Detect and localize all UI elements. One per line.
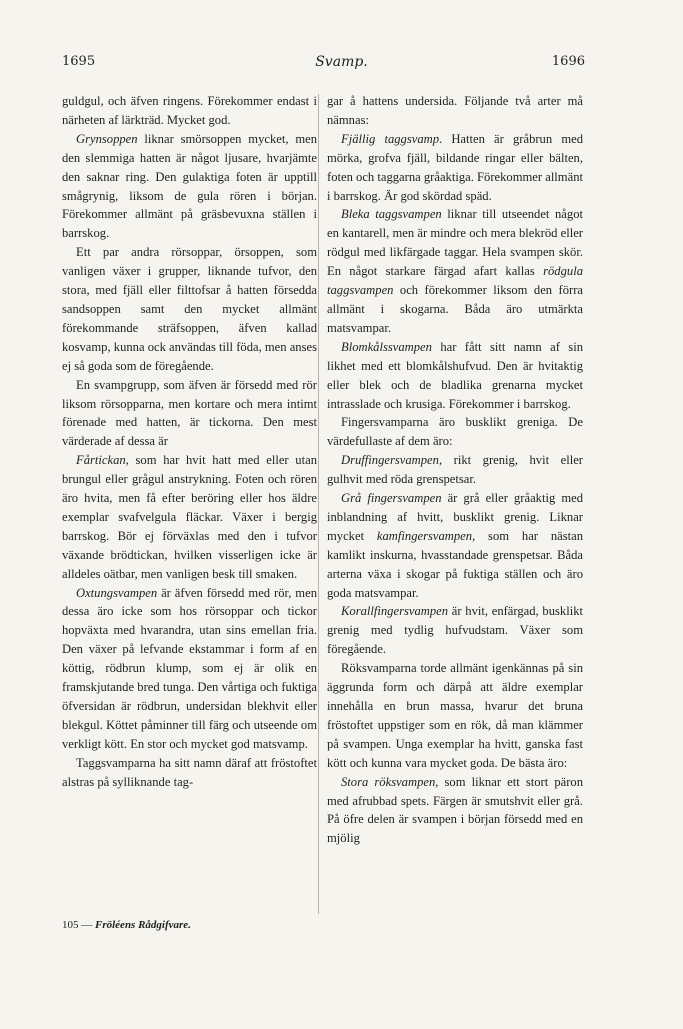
paragraph-text: Fingersvamparna äro busklikt greniga. De värdefullaste af dem äro:: [327, 415, 583, 449]
paragraph: [327, 659, 583, 772]
species-name: Korallfingersvampen: [341, 604, 449, 619]
paragraph-text: liknar smörsoppen mycket, men den slemmiga hatten är något ljusare, hvarjämte den saknar ring. Den gulaktiga foten är upptill smågrynig, liksom de gula rören i början. Förekommer allmänt på gräsbevuxna ställen i barrskog.: [62, 131, 317, 241]
paragraph: [62, 376, 317, 452]
right-column: [327, 92, 583, 848]
paragraph-text: , rikt grenig, hvit eller gulhvit med röda grenspetsar.: [327, 453, 583, 487]
paragraph-text: liknar till utseendet något en kantarell, men är mindre och mera blekröd eller rödgul med likfärgade taggar. Hela svampen skör. En något starkare färgad afart kallas: [327, 207, 583, 279]
left-page-number: 1695: [62, 54, 96, 69]
paragraph-text: är äfven försedd med rör, men dessa äro icke som hos rörsoppar och tickor hopväxta med hvarandra, utan sins emellan fria. Den växer på lefvande ekstammar i form af en köttig, rödbrun klump, som ej är olik en framskjutande bred tunga. Den vårtiga och fuktiga öfversidan är rödbrun, undersidan blekhvit eller blekgul. Köttet påminner till färg och utseende om verkligt kött. En stor och mycket god matsvamp.: [62, 585, 317, 751]
species-name: Bleka taggsvampen: [341, 207, 442, 222]
paragraph: [327, 773, 583, 849]
paragraph: [62, 754, 317, 792]
species-name: Fårtickan: [76, 453, 126, 468]
left-column: [62, 92, 317, 792]
species-name: Oxtungsvampen: [76, 585, 158, 600]
species-name: Blomkålssvampen: [341, 339, 432, 354]
paragraph: [327, 205, 583, 337]
paragraph-text: gar å hattens undersida. Följande två arter må nämnas:: [327, 94, 583, 127]
paragraph-text: har fått sitt namn af sin likhet med ett blomkålshufvud. Den är hvitaktig eller blek och de bladlika grenarna mycket intrasslade och krusiga. Förekommer i barrskog.: [327, 339, 583, 411]
species-name: Grå fingersvampen: [341, 491, 442, 506]
paragraph-text: Taggsvamparna ha sitt namn däraf att fröstoftet alstras på sylliknande tag-: [62, 755, 317, 789]
page-footer: [62, 919, 191, 931]
footer-number: 105 —: [62, 919, 95, 931]
species-name: Grynsoppen: [76, 131, 138, 146]
paragraph-text: . Hatten är gråbrun med mörka, grofva fjäll, bildande ringar eller bälten, foten och taggarna gråaktiga. Förekommer allmänt i barrskog. Är god skördad späd.: [327, 131, 583, 203]
column-divider: [318, 94, 319, 914]
paragraph-text: och förekommer liksom den förra allmänt i skogarna. Båda äro utmärkta matsvampar.: [327, 283, 583, 335]
paragraph-text: , som har hvit hatt med eller utan brungul eller grågul anstrykning. Foten och rören äro hvita, men få efter beröring eller hos äldre exemplar svafvelgula fläckar. Växer i bergig barrskog. Bör ej förväxlas med den i tufvor växande brödtickan, hvilken visserligen icke är alldeles oätbar, men vanligen besk till smaken.: [62, 453, 317, 581]
paragraph-text: guldgul, och äfven ringens. Förekommer endast i närheten af lärkträd. Mycket god.: [62, 94, 317, 127]
paragraph: [327, 413, 583, 451]
paragraph-text: En svampgrupp, som äfven är försedd med rör liksom rörsopparna, men kortare och mera intimt förenade med hatten, är tickorna. Den mest värderade af dessa är: [62, 377, 317, 449]
paragraph: [327, 92, 583, 130]
paragraph: [327, 451, 583, 489]
running-title: Svamp.: [315, 54, 368, 70]
paragraph: [327, 130, 583, 206]
paragraph: [62, 92, 317, 130]
paragraph: [62, 584, 317, 754]
paragraph-text: är grå eller gråaktig med inblandning af hvitt, busklikt grenig. Liknar mycket: [327, 491, 584, 543]
paragraph-text: Ett par andra rörsoppar, örsoppen, som vanligen växer i grupper, liknande tufvor, den stora, med fjäll eller filttofsar å hatten försedda sandsoppen samt den mycket allmänt förekommande sträfsoppen, äfven kallad kosvamp, kunna ock användas till föda, men anses ej så goda som de föregående.: [62, 245, 317, 373]
paragraph-text: är hvit, enfärgad, busklikt grenig med tydlig hufvudstam. Växer som föregående.: [327, 604, 583, 657]
paragraph: [327, 602, 583, 659]
paragraph-text: Röksvamparna torde allmänt igenkännas på sin äggrunda form och därpå att äldre exemplar innehålla en brun massa, hvarur det bruna fröstoftet uppstiger som en rök, då man klämmer på svampen. Unga exemplar ha hvitt, ganska fast kött och kunna vara mycket goda. De bästa äro:: [327, 661, 583, 770]
right-page-number: 1696: [551, 54, 585, 69]
paragraph: [327, 489, 583, 602]
paragraph-text: , som har nästan kamlikt inskurna, hvasstandade grenspetsar. Båda arterna växa i skogar på fuktiga ställen och äro goda matsvampar.: [327, 528, 584, 600]
paragraph-text: , som liknar ett stort päron med afrubbad spets. Färgen är smutshvit eller grå. På öfre delen är svampen i början försedd med en mjölig: [327, 774, 583, 846]
page-header: [0, 54, 683, 74]
species-name: Stora röksvampen: [341, 774, 436, 789]
species-name: rödgula taggsvampen: [327, 264, 583, 298]
species-name: Druffingersvampen: [341, 453, 439, 468]
paragraph: [62, 243, 317, 375]
paragraph: [327, 338, 583, 414]
paragraph: [62, 130, 317, 243]
species-name: kamfingersvampen: [376, 528, 473, 543]
species-name: Fjällig taggsvamp: [341, 131, 440, 146]
paragraph: [62, 451, 317, 583]
footer-publication: Fröléens Rådgifvare.: [95, 919, 191, 931]
